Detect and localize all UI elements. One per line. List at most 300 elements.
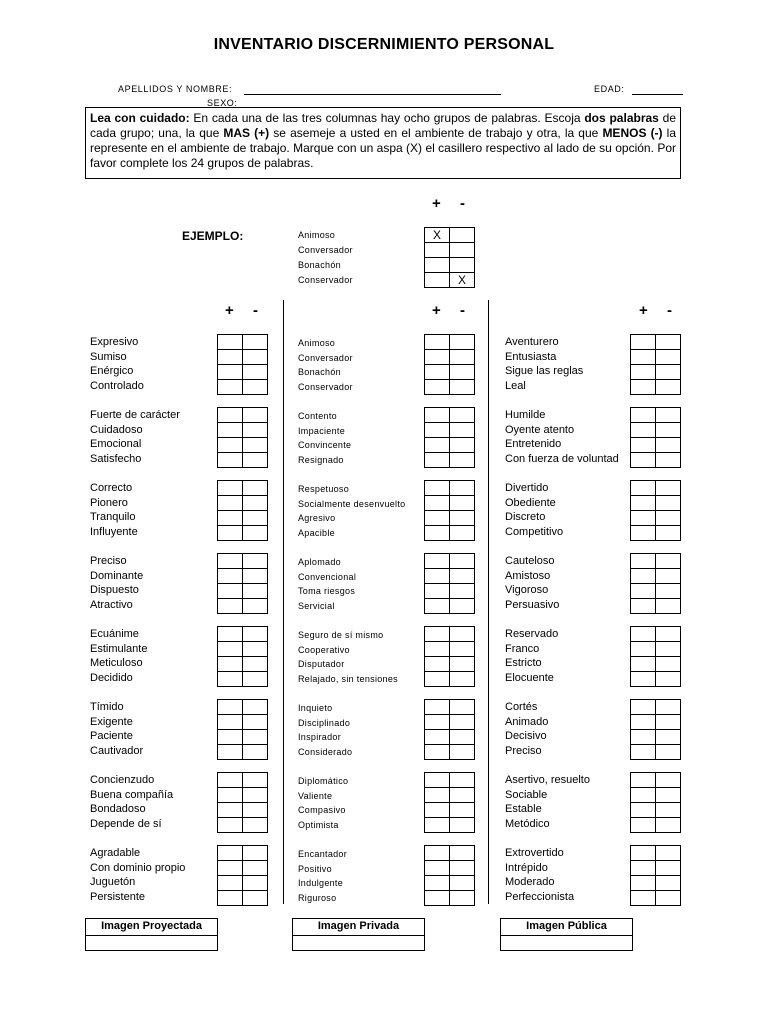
plus-checkbox[interactable]: [218, 818, 243, 833]
minus-checkbox[interactable]: [656, 554, 681, 569]
col2-plus-header: +: [432, 302, 441, 319]
minus-checkbox[interactable]: [656, 803, 681, 818]
col3-plus-header: +: [639, 302, 648, 319]
plus-checkbox[interactable]: [218, 526, 243, 541]
answer-grid: [217, 772, 268, 833]
plus-checkbox[interactable]: [425, 408, 450, 423]
minus-checkbox[interactable]: [243, 423, 268, 438]
minus-checkbox[interactable]: [243, 788, 268, 803]
plus-checkbox[interactable]: [631, 438, 656, 453]
minus-checkbox[interactable]: [656, 745, 681, 760]
example-plus-cell: [425, 273, 450, 288]
plus-checkbox[interactable]: [218, 335, 243, 350]
word-option: Persuasivo: [505, 598, 560, 611]
plus-checkbox[interactable]: [425, 745, 450, 760]
minus-checkbox[interactable]: [243, 730, 268, 745]
minus-checkbox[interactable]: [450, 715, 475, 730]
minus-checkbox[interactable]: [656, 657, 681, 672]
instructions-emphasis: dos palabras: [584, 111, 659, 125]
word-option: Socialmente desenvuelto: [298, 498, 406, 509]
minus-checkbox[interactable]: [656, 408, 681, 423]
minus-checkbox[interactable]: [656, 846, 681, 861]
footer-box-proyectada: [85, 918, 218, 951]
plus-checkbox[interactable]: [218, 846, 243, 861]
word-option: Reservado: [505, 628, 559, 640]
minus-checkbox[interactable]: [450, 365, 475, 380]
answer-grid: [630, 480, 681, 541]
plus-checkbox[interactable]: [425, 380, 450, 395]
minus-checkbox[interactable]: [656, 453, 681, 468]
minus-checkbox[interactable]: [450, 861, 475, 876]
minus-checkbox[interactable]: [450, 700, 475, 715]
plus-checkbox[interactable]: [425, 584, 450, 599]
plus-checkbox[interactable]: [425, 700, 450, 715]
minus-checkbox[interactable]: [656, 423, 681, 438]
plus-checkbox[interactable]: [218, 496, 243, 511]
minus-checkbox[interactable]: [243, 481, 268, 496]
minus-checkbox[interactable]: [450, 773, 475, 788]
plus-checkbox[interactable]: [218, 380, 243, 395]
plus-checkbox[interactable]: [631, 365, 656, 380]
minus-checkbox[interactable]: [243, 526, 268, 541]
plus-checkbox[interactable]: [218, 642, 243, 657]
plus-checkbox[interactable]: [218, 773, 243, 788]
plus-checkbox[interactable]: [425, 642, 450, 657]
word-option: Divertido: [505, 482, 549, 494]
minus-checkbox[interactable]: [450, 569, 475, 584]
word-option: Controlado: [90, 379, 144, 392]
plus-checkbox[interactable]: [425, 335, 450, 350]
plus-checkbox[interactable]: [631, 745, 656, 760]
word-option: Cauteloso: [505, 555, 555, 567]
minus-checkbox[interactable]: [243, 876, 268, 891]
footer-label: Imagen Privada: [293, 919, 424, 936]
minus-checkbox[interactable]: [243, 599, 268, 614]
word-option: Elocuente: [505, 671, 554, 684]
name-label: APELLIDOS Y NOMBRE:: [118, 84, 233, 94]
plus-checkbox[interactable]: [218, 876, 243, 891]
plus-checkbox[interactable]: [631, 569, 656, 584]
minus-checkbox[interactable]: [656, 891, 681, 906]
minus-checkbox[interactable]: [450, 846, 475, 861]
minus-checkbox[interactable]: [450, 511, 475, 526]
plus-checkbox[interactable]: [425, 715, 450, 730]
minus-checkbox[interactable]: [243, 554, 268, 569]
plus-checkbox[interactable]: [631, 453, 656, 468]
minus-checkbox[interactable]: [656, 627, 681, 642]
answer-grid: [630, 626, 681, 687]
answer-grid: [217, 407, 268, 468]
plus-checkbox[interactable]: [631, 773, 656, 788]
plus-checkbox[interactable]: [631, 423, 656, 438]
minus-checkbox[interactable]: [656, 569, 681, 584]
footer-input-publica[interactable]: [501, 936, 632, 952]
plus-checkbox[interactable]: [218, 423, 243, 438]
word-option: Estable: [505, 803, 542, 816]
plus-checkbox[interactable]: [425, 672, 450, 687]
minus-checkbox[interactable]: [243, 584, 268, 599]
word-option: Metódico: [505, 817, 550, 830]
word-option: Cooperativo: [298, 644, 350, 655]
instructions-text: la represente en el ambiente de trabajo. Marque con un aspa (X) el casillero respectivo al lado de su opción. Por favor complete los 24 grupos de palabras.: [90, 126, 677, 170]
word-option: Apacible: [298, 527, 335, 538]
plus-checkbox[interactable]: [631, 730, 656, 745]
minus-checkbox[interactable]: [243, 861, 268, 876]
plus-checkbox[interactable]: [218, 438, 243, 453]
word-option: Tranquilo: [90, 511, 136, 524]
plus-checkbox[interactable]: [218, 803, 243, 818]
minus-checkbox[interactable]: [450, 335, 475, 350]
word-option: Intrépido: [505, 861, 548, 874]
plus-checkbox[interactable]: [218, 627, 243, 642]
word-option: Oyente atento: [505, 423, 575, 436]
plus-checkbox[interactable]: [425, 788, 450, 803]
word-option: Conversador: [298, 352, 353, 363]
minus-checkbox[interactable]: [656, 788, 681, 803]
plus-checkbox[interactable]: [218, 554, 243, 569]
word-option: Atractivo: [90, 598, 133, 611]
example-word: Conversador: [298, 245, 353, 255]
example-minus-cell: [450, 228, 475, 243]
minus-checkbox[interactable]: [656, 380, 681, 395]
word-option: Fuerte de carácter: [90, 409, 180, 421]
answer-grid: [424, 334, 475, 395]
word-option: Leal: [505, 379, 526, 392]
plus-checkbox[interactable]: [425, 511, 450, 526]
minus-checkbox[interactable]: [450, 672, 475, 687]
word-option: Dispuesto: [90, 584, 139, 597]
plus-checkbox[interactable]: [218, 672, 243, 687]
word-option: Entretenido: [505, 438, 562, 451]
plus-checkbox[interactable]: [425, 423, 450, 438]
age-label: EDAD:: [594, 84, 625, 94]
word-option: Pionero: [90, 496, 128, 509]
plus-checkbox[interactable]: [631, 715, 656, 730]
plus-checkbox[interactable]: [425, 554, 450, 569]
minus-checkbox[interactable]: [243, 657, 268, 672]
word-option: Entusiasta: [505, 350, 557, 363]
plus-checkbox[interactable]: [631, 657, 656, 672]
plus-checkbox[interactable]: [631, 584, 656, 599]
plus-checkbox[interactable]: [218, 453, 243, 468]
plus-checkbox[interactable]: [218, 657, 243, 672]
example-minus-header: -: [460, 195, 465, 212]
minus-checkbox[interactable]: [243, 453, 268, 468]
plus-checkbox[interactable]: [425, 496, 450, 511]
example-plus-cell: [425, 258, 450, 273]
word-option: Cautivador: [90, 744, 144, 757]
word-option: Agradable: [90, 847, 141, 859]
plus-checkbox[interactable]: [425, 453, 450, 468]
plus-checkbox[interactable]: [425, 627, 450, 642]
minus-checkbox[interactable]: [450, 818, 475, 833]
plus-checkbox[interactable]: [631, 803, 656, 818]
minus-checkbox[interactable]: [656, 481, 681, 496]
minus-checkbox[interactable]: [450, 350, 475, 365]
word-option: Franco: [505, 642, 540, 655]
sex-label: SEXO:: [207, 98, 238, 108]
word-option: Contento: [298, 411, 337, 421]
minus-checkbox[interactable]: [656, 438, 681, 453]
plus-checkbox[interactable]: [631, 876, 656, 891]
word-option: Extrovertido: [505, 847, 564, 859]
minus-checkbox[interactable]: [450, 496, 475, 511]
minus-checkbox[interactable]: [450, 584, 475, 599]
minus-checkbox[interactable]: [450, 380, 475, 395]
minus-checkbox[interactable]: [656, 526, 681, 541]
plus-checkbox[interactable]: [631, 846, 656, 861]
plus-checkbox[interactable]: [631, 496, 656, 511]
answer-grid: [424, 407, 475, 468]
col1-minus-header: -: [253, 302, 258, 319]
word-option: Positivo: [298, 863, 332, 874]
word-option: Considerado: [298, 746, 353, 757]
example-grid: [424, 227, 475, 288]
minus-checkbox[interactable]: [243, 569, 268, 584]
page-title: INVENTARIO DISCERNIMIENTO PERSONAL: [213, 36, 555, 53]
minus-checkbox[interactable]: [450, 788, 475, 803]
plus-checkbox[interactable]: [425, 773, 450, 788]
minus-checkbox[interactable]: [656, 365, 681, 380]
minus-checkbox[interactable]: [656, 350, 681, 365]
answer-grid: [630, 334, 681, 395]
minus-checkbox[interactable]: [450, 891, 475, 906]
word-option: Sigue las reglas: [505, 365, 584, 378]
minus-checkbox[interactable]: [450, 526, 475, 541]
plus-checkbox[interactable]: [631, 554, 656, 569]
word-option: Discreto: [505, 511, 546, 524]
plus-checkbox[interactable]: [631, 599, 656, 614]
footer-input-privada[interactable]: [293, 936, 424, 952]
plus-checkbox[interactable]: [218, 599, 243, 614]
plus-checkbox[interactable]: [631, 788, 656, 803]
word-option: Humilde: [505, 409, 546, 421]
word-option: Decisivo: [505, 730, 547, 743]
minus-checkbox[interactable]: [243, 818, 268, 833]
plus-checkbox[interactable]: [631, 818, 656, 833]
minus-checkbox[interactable]: [243, 438, 268, 453]
word-option: Aplomado: [298, 557, 341, 567]
example-minus-cell: [450, 258, 475, 273]
answer-grid: [630, 407, 681, 468]
minus-checkbox[interactable]: [450, 745, 475, 760]
word-option: Diplomático: [298, 776, 349, 786]
word-option: Meticuloso: [90, 657, 143, 670]
minus-checkbox[interactable]: [450, 657, 475, 672]
answer-grid: [424, 699, 475, 760]
answer-grid: [424, 845, 475, 906]
plus-checkbox[interactable]: [631, 481, 656, 496]
minus-checkbox[interactable]: [450, 481, 475, 496]
minus-checkbox[interactable]: [243, 700, 268, 715]
minus-checkbox[interactable]: [656, 730, 681, 745]
answer-grid: [217, 626, 268, 687]
plus-checkbox[interactable]: [425, 891, 450, 906]
plus-checkbox[interactable]: [425, 730, 450, 745]
plus-checkbox[interactable]: [218, 745, 243, 760]
minus-checkbox[interactable]: [450, 453, 475, 468]
plus-checkbox[interactable]: [425, 438, 450, 453]
plus-checkbox[interactable]: [425, 803, 450, 818]
minus-checkbox[interactable]: [243, 496, 268, 511]
answer-grid: [424, 480, 475, 541]
col2-minus-header: -: [460, 302, 465, 319]
word-option: Buena compañía: [90, 788, 174, 801]
word-option: Seguro de sí mismo: [298, 630, 384, 640]
plus-checkbox[interactable]: [631, 408, 656, 423]
minus-checkbox[interactable]: [243, 511, 268, 526]
minus-checkbox[interactable]: [656, 700, 681, 715]
plus-checkbox[interactable]: [631, 511, 656, 526]
minus-checkbox[interactable]: [243, 803, 268, 818]
word-option: Bondadoso: [90, 803, 146, 816]
plus-checkbox[interactable]: [218, 861, 243, 876]
minus-checkbox[interactable]: [656, 599, 681, 614]
word-option: Influyente: [90, 525, 138, 538]
column-divider: [488, 300, 489, 904]
plus-checkbox[interactable]: [425, 526, 450, 541]
minus-checkbox[interactable]: [656, 715, 681, 730]
minus-checkbox[interactable]: [243, 773, 268, 788]
plus-checkbox[interactable]: [218, 584, 243, 599]
minus-checkbox[interactable]: [243, 365, 268, 380]
plus-checkbox[interactable]: [218, 891, 243, 906]
word-option: Concienzudo: [90, 774, 155, 786]
plus-checkbox[interactable]: [218, 700, 243, 715]
plus-checkbox[interactable]: [425, 350, 450, 365]
minus-checkbox[interactable]: [243, 642, 268, 657]
plus-checkbox[interactable]: [218, 715, 243, 730]
plus-checkbox[interactable]: [425, 818, 450, 833]
plus-checkbox[interactable]: [218, 511, 243, 526]
instructions-emphasis: MAS (+): [223, 126, 270, 140]
word-option: Amistoso: [505, 569, 551, 582]
word-option: Aventurero: [505, 336, 559, 348]
minus-checkbox[interactable]: [656, 642, 681, 657]
plus-checkbox[interactable]: [631, 672, 656, 687]
word-option: Obediente: [505, 496, 556, 509]
word-option: Resignado: [298, 454, 344, 465]
plus-checkbox[interactable]: [425, 481, 450, 496]
minus-checkbox[interactable]: [243, 672, 268, 687]
name-field[interactable]: [244, 94, 501, 95]
plus-checkbox[interactable]: [631, 526, 656, 541]
plus-checkbox[interactable]: [631, 335, 656, 350]
minus-checkbox[interactable]: [243, 715, 268, 730]
word-option: Servicial: [298, 600, 335, 611]
example-plus-header: +: [432, 195, 441, 212]
minus-checkbox[interactable]: [450, 803, 475, 818]
minus-checkbox[interactable]: [243, 745, 268, 760]
minus-checkbox[interactable]: [243, 408, 268, 423]
plus-checkbox[interactable]: [425, 876, 450, 891]
word-option: Preciso: [90, 555, 127, 567]
instructions-text: de cada grupo; una, la que: [90, 111, 676, 140]
minus-checkbox[interactable]: [450, 438, 475, 453]
plus-checkbox[interactable]: [218, 365, 243, 380]
minus-checkbox[interactable]: [656, 876, 681, 891]
minus-checkbox[interactable]: [656, 496, 681, 511]
plus-checkbox[interactable]: [631, 380, 656, 395]
plus-checkbox[interactable]: [218, 408, 243, 423]
minus-checkbox[interactable]: [450, 554, 475, 569]
minus-checkbox[interactable]: [656, 672, 681, 687]
minus-checkbox[interactable]: [656, 818, 681, 833]
word-option: Estricto: [505, 657, 542, 670]
minus-checkbox[interactable]: [243, 350, 268, 365]
word-option: Relajado, sin tensiones: [298, 673, 398, 684]
minus-checkbox[interactable]: [450, 730, 475, 745]
plus-checkbox[interactable]: [631, 891, 656, 906]
minus-checkbox[interactable]: [243, 627, 268, 642]
plus-checkbox[interactable]: [425, 365, 450, 380]
plus-checkbox[interactable]: [218, 730, 243, 745]
plus-checkbox[interactable]: [425, 846, 450, 861]
minus-checkbox[interactable]: [450, 423, 475, 438]
plus-checkbox[interactable]: [218, 350, 243, 365]
minus-checkbox[interactable]: [656, 335, 681, 350]
word-option: Animado: [505, 715, 549, 728]
plus-checkbox[interactable]: [425, 861, 450, 876]
minus-checkbox[interactable]: [450, 876, 475, 891]
word-option: Conservador: [298, 381, 353, 392]
age-field[interactable]: [632, 94, 683, 95]
minus-checkbox[interactable]: [243, 891, 268, 906]
word-option: Optimista: [298, 819, 339, 830]
word-option: Disputador: [298, 659, 345, 670]
minus-checkbox[interactable]: [656, 773, 681, 788]
word-option: Moderado: [505, 876, 555, 889]
minus-checkbox[interactable]: [656, 861, 681, 876]
answer-grid: [217, 553, 268, 614]
plus-checkbox[interactable]: [425, 599, 450, 614]
plus-checkbox[interactable]: [631, 861, 656, 876]
plus-checkbox[interactable]: [425, 657, 450, 672]
footer-label: Imagen Pública: [501, 919, 632, 936]
minus-checkbox[interactable]: [450, 408, 475, 423]
minus-checkbox[interactable]: [450, 599, 475, 614]
answer-grid: [217, 699, 268, 760]
minus-checkbox[interactable]: [450, 627, 475, 642]
plus-checkbox[interactable]: [218, 569, 243, 584]
minus-checkbox[interactable]: [450, 642, 475, 657]
minus-checkbox[interactable]: [243, 335, 268, 350]
word-option: Depende de sí: [90, 817, 162, 830]
minus-checkbox[interactable]: [656, 511, 681, 526]
answer-grid: [217, 334, 268, 395]
word-option: Ecuánime: [90, 628, 139, 640]
word-option: Inspirador: [298, 732, 342, 743]
word-option: Valiente: [298, 790, 333, 801]
plus-checkbox[interactable]: [218, 788, 243, 803]
instructions-text: se asemeje a usted en el ambiente de trabajo y otra, la que: [269, 126, 603, 140]
plus-checkbox[interactable]: [218, 481, 243, 496]
minus-checkbox[interactable]: [243, 380, 268, 395]
plus-checkbox[interactable]: [631, 700, 656, 715]
word-option: Preciso: [505, 744, 542, 757]
footer-input-proyectada[interactable]: [86, 936, 217, 952]
minus-checkbox[interactable]: [656, 584, 681, 599]
answer-grid: [630, 553, 681, 614]
example-minus-cell: [450, 243, 475, 258]
plus-checkbox[interactable]: [631, 350, 656, 365]
plus-checkbox[interactable]: [631, 627, 656, 642]
instructions-emphasis: MENOS (-): [602, 126, 663, 140]
plus-checkbox[interactable]: [425, 569, 450, 584]
plus-checkbox[interactable]: [631, 642, 656, 657]
minus-checkbox[interactable]: [243, 846, 268, 861]
word-option: Tímido: [90, 701, 124, 713]
